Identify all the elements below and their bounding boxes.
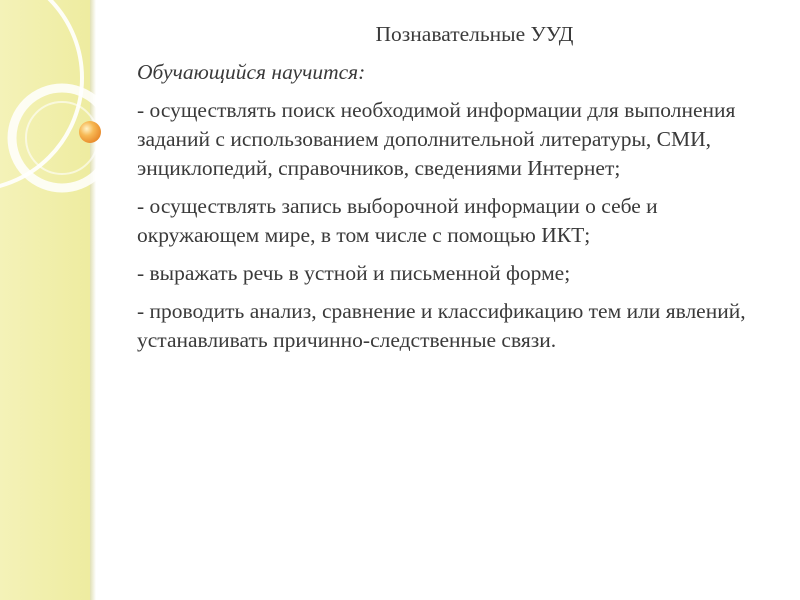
slide-title: Познавательные УУД (375, 22, 574, 46)
slide-content (137, 20, 772, 364)
orange-dot-icon (79, 121, 101, 143)
list-item: - осуществлять запись выборочной информации о себе и окружающем мире, в том числе с помощью ИКТ; (137, 194, 658, 247)
list-item: - выражать речь в устной и письменной форме; (137, 261, 571, 285)
slide-subtitle: Обучающийся научится: (137, 60, 366, 84)
list-item: - проводить анализ, сравнение и классификацию тем или явлений, устанавливать причинно-следственные связи. (137, 299, 746, 352)
list-item: - осуществлять поиск необходимой информации для выполнения заданий с использованием дополнительной литературы, СМИ, энциклопедий, справочников, сведениями Интернет; (137, 98, 736, 180)
